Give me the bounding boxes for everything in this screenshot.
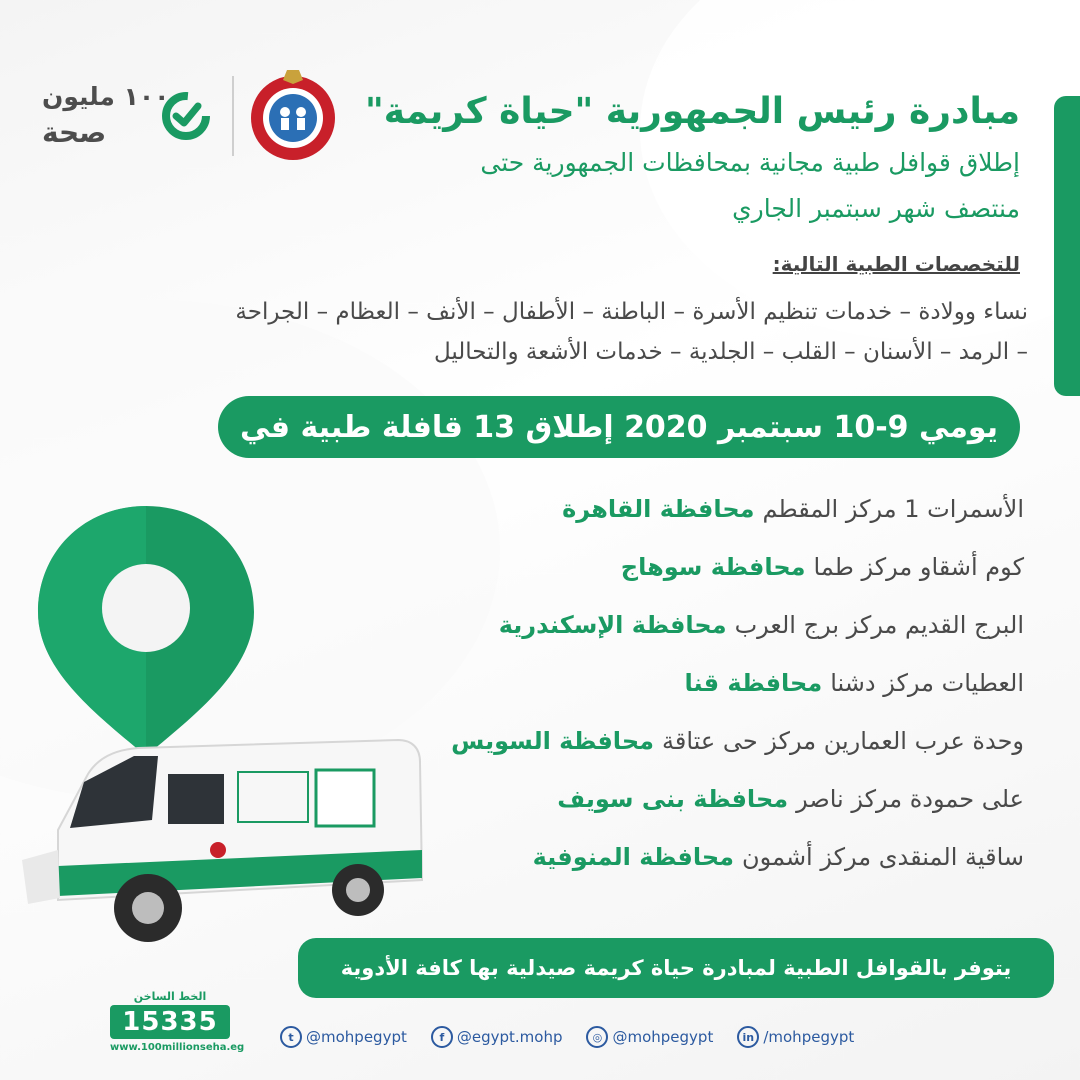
logo-group — [42, 62, 342, 162]
locations-list — [324, 480, 1024, 886]
location-governorate: محافظة السويس — [451, 727, 654, 755]
location-place: على حمودة مركز ناصر — [796, 785, 1024, 813]
logo-line1: ١٠٠ مليون — [42, 82, 170, 111]
location-place: البرج القديم مركز برج العرب — [734, 611, 1024, 639]
specialties-line1: نساء وولادة – خدمات تنظيم الأسرة – الباطنة – الأطفال – الأنف – العظام – الجراحة — [235, 299, 1028, 325]
specialties-heading: للتخصصات الطبية التالية: — [772, 252, 1020, 276]
pharmacy-banner — [298, 938, 1054, 998]
location-governorate: محافظة بنى سويف — [557, 785, 789, 813]
location-row — [324, 828, 1024, 886]
location-place: الأسمرات 1 مركز المقطم — [762, 495, 1024, 523]
header — [320, 90, 1020, 232]
location-place: العطيات مركز دشنا — [830, 669, 1024, 697]
logo-line2: صحة — [42, 116, 107, 149]
location-governorate: محافظة قنا — [684, 669, 823, 697]
twitter-icon: t — [280, 1026, 302, 1048]
subtitle-line1: إطلاق قوافل طبية مجانية بمحافظات الجمهورية حتى — [480, 148, 1020, 177]
social-link[interactable] — [737, 1026, 854, 1048]
hotline-block — [110, 990, 245, 1053]
location-governorate: محافظة القاهرة — [562, 495, 755, 523]
logo-divider — [232, 76, 234, 156]
social-handle: @mohpegypt — [612, 1028, 714, 1046]
location-place: وحدة عرب العمارين مركز حى عتاقة — [661, 727, 1024, 755]
location-row — [324, 712, 1024, 770]
subtitle-line2: منتصف شهر سبتمبر الجاري — [732, 194, 1020, 223]
hotline-url[interactable]: www.100millionseha.eg — [110, 1042, 245, 1053]
social-handle: @egypt.mohp — [456, 1028, 563, 1046]
social-handle: @mohpegypt — [306, 1028, 407, 1046]
social-handle: /mohpegypt — [763, 1028, 855, 1046]
linkedin-icon: in — [737, 1026, 759, 1048]
facebook-icon: f — [431, 1026, 453, 1048]
location-place: كوم أشقاو مركز طما — [813, 553, 1024, 581]
social-link[interactable] — [431, 1026, 563, 1048]
social-link[interactable] — [586, 1026, 713, 1048]
specialties-line2: – الرمد – الأسنان – القلب – الجلدية – خدمات الأشعة والتحاليل — [433, 339, 1028, 365]
location-row — [324, 654, 1024, 712]
location-row — [324, 596, 1024, 654]
instagram-icon: ◎ — [586, 1026, 608, 1048]
location-row — [324, 538, 1024, 596]
hundred-million-logo — [42, 82, 212, 152]
location-governorate: محافظة الإسكندرية — [498, 611, 727, 639]
location-governorate: محافظة سوهاج — [620, 553, 806, 581]
social-links — [280, 1026, 854, 1048]
location-place: ساقية المنقدى مركز أشمون — [742, 843, 1024, 871]
accent-bar — [1054, 96, 1080, 396]
pharmacy-banner-text: يتوفر بالقوافل الطبية لمبادرة حياة كريمة صيدلية بها كافة الأدوية — [340, 956, 1012, 980]
hotline-label: الخط الساخن — [133, 990, 207, 1003]
caravan-banner — [218, 396, 1020, 458]
page-title: مبادرة رئيس الجمهورية "حياة كريمة" — [365, 91, 1020, 132]
location-governorate: محافظة المنوفية — [532, 843, 735, 871]
location-row — [324, 770, 1024, 828]
location-row — [324, 480, 1024, 538]
banner-text: يومي 9-10 سبتمبر 2020 إطلاق 13 قافلة طبية في — [240, 409, 998, 445]
specialties-list — [68, 292, 1028, 372]
hotline-number[interactable]: 15335 — [110, 1005, 230, 1039]
social-link[interactable] — [280, 1026, 407, 1048]
